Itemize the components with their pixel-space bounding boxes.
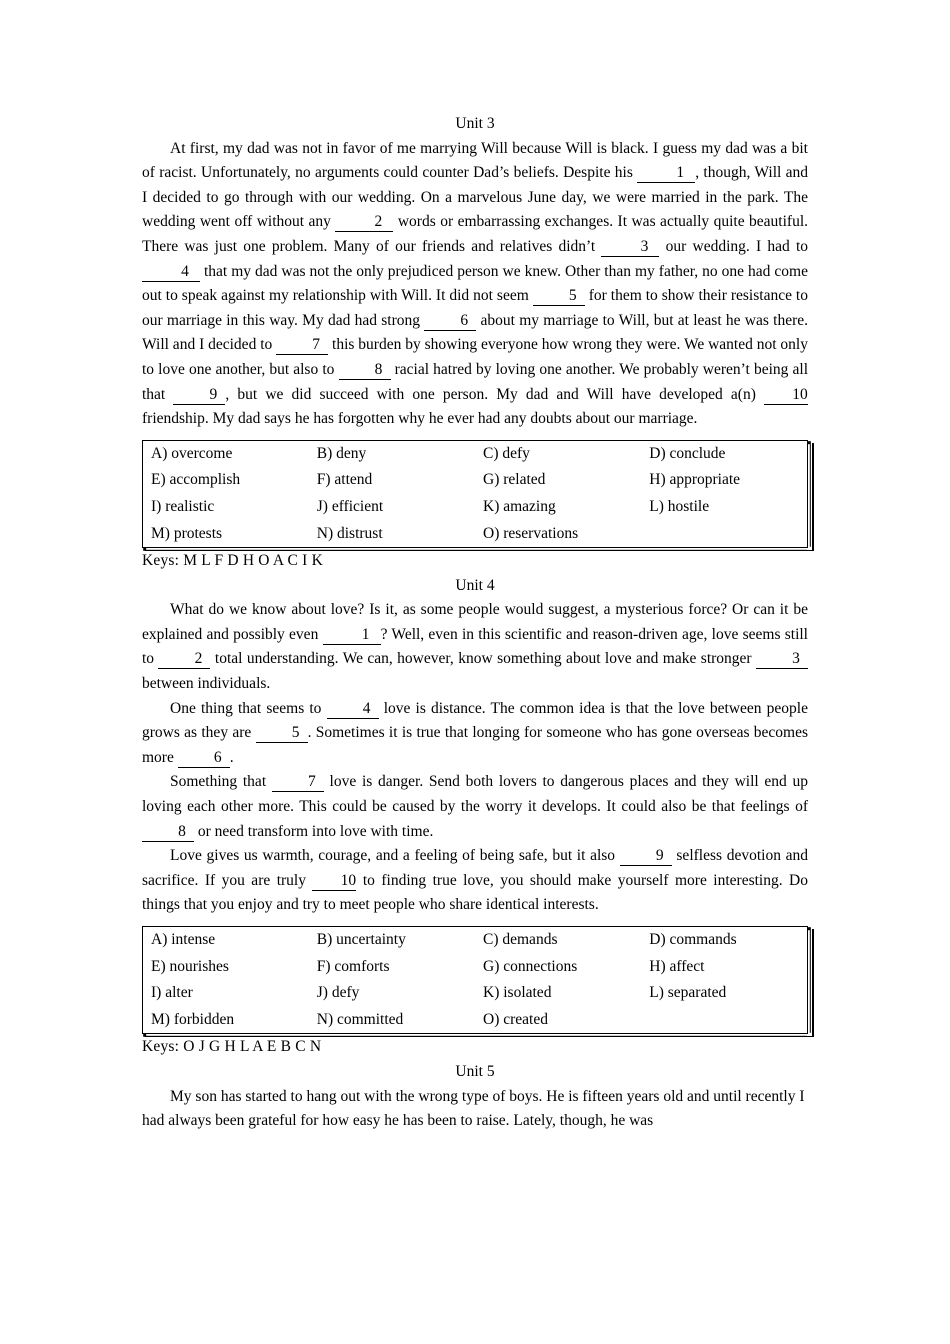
table-row <box>143 1007 808 1034</box>
word-bank-option[interactable]: J) efficient <box>316 497 384 515</box>
word-bank-option[interactable]: I) realistic <box>151 497 215 515</box>
answer-blank-7[interactable]: 7 <box>276 336 328 355</box>
passage-text: Something that <box>170 773 272 791</box>
passage-text: about my marriage to Will, but at least he was there. Will and I decided to <box>142 311 808 354</box>
answer-blank-9[interactable]: 9 <box>620 847 672 866</box>
unit-title: Unit 5 <box>455 1062 495 1080</box>
passage-text: At first, my dad was not in favor of me marrying Will because Will is black. I guess my dad was a bit of racist. Unfortunately, no arguments could counter Dad’s beliefs. Despite his <box>142 139 808 182</box>
answer-blank-2[interactable]: 2 <box>335 213 393 232</box>
table-row <box>143 927 808 954</box>
answer-blank-2[interactable]: 2 <box>158 650 210 669</box>
answer-blank-8[interactable]: 8 <box>142 823 194 842</box>
table-row <box>143 494 808 521</box>
word-bank-option[interactable]: G) related <box>483 471 546 489</box>
answer-blank-1[interactable]: 1 <box>323 626 381 645</box>
table-row <box>143 954 808 981</box>
passage-text: My son has started to hang out with the wrong type of boys. He is fifteen years old and until recently I had always been grateful for how easy he has been to raise. Lately, though, he was <box>142 1087 805 1130</box>
table-row <box>143 521 808 548</box>
word-bank-option[interactable]: M) forbidden <box>151 1010 235 1028</box>
word-bank-option[interactable]: O) created <box>483 1010 548 1028</box>
word-bank-option[interactable]: B) deny <box>316 444 367 462</box>
passage-paragraph <box>142 844 808 918</box>
answer-blank-7[interactable]: 7 <box>272 773 324 792</box>
word-bank-option[interactable]: A) intense <box>151 931 216 948</box>
table-row <box>143 440 808 467</box>
passage-text: this burden by showing everyone how wrong they were. We wanted not only to love one another, but also to <box>142 336 808 378</box>
word-bank-option[interactable]: J) defy <box>316 984 360 1002</box>
passage-text: What do we know about love? Is it, as some people would suggest, a mysterious force? Or can it be explained and possibly even <box>142 601 808 643</box>
answer-blank-10[interactable]: 10 <box>764 386 808 405</box>
word-bank-option[interactable]: H) affect <box>649 957 705 975</box>
word-bank-option[interactable]: O) reservations <box>483 524 579 542</box>
table-row <box>143 467 808 494</box>
word-bank-option[interactable]: B) uncertainty <box>316 931 406 948</box>
passage-paragraph <box>142 770 808 844</box>
passage-text: love is distance. The common idea is that the love between people grows as they are <box>142 699 808 742</box>
word-bank-option[interactable]: D) conclude <box>649 444 726 462</box>
word-bank-option[interactable]: L) hostile <box>649 497 710 515</box>
passage-text: , though, Will and I decided to go through with our wedding. On a marvelous June day, we were married in the park. The wedding went off without any <box>142 164 809 231</box>
answer-blank-9[interactable]: 9 <box>173 386 225 405</box>
word-bank-option[interactable]: A) overcome <box>151 444 233 462</box>
word-bank-table <box>142 440 808 548</box>
word-bank-option[interactable]: D) commands <box>649 931 737 948</box>
passage-text: selfless devotion and sacrifice. If you are truly <box>142 847 808 889</box>
table-row <box>143 980 808 1007</box>
answer-blank-5[interactable]: 5 <box>533 287 585 306</box>
answer-blank-8[interactable]: 8 <box>339 361 391 380</box>
word-bank-option[interactable]: E) accomplish <box>151 471 241 489</box>
passage-text: love is danger. Send both lovers to dangerous places and they will end up loving each other more. This could be caused by the worry it develops. It could also be that feelings of <box>142 773 808 816</box>
word-bank-table <box>142 926 808 1034</box>
passage-text: ? Well, even in this scientific and reason-driven age, love seems still to <box>142 625 808 668</box>
word-bank-option[interactable]: H) appropriate <box>649 471 741 489</box>
passage-paragraph <box>142 697 808 771</box>
word-bank-option[interactable] <box>641 1007 807 1034</box>
answer-blank-3[interactable]: 3 <box>756 650 808 669</box>
word-bank-option[interactable]: E) nourishes <box>151 957 229 975</box>
passage-text: between individuals. <box>142 675 271 693</box>
passage-text: . <box>229 748 234 766</box>
answer-blank-6[interactable]: 6 <box>178 749 230 768</box>
passage-paragraph <box>142 1085 808 1134</box>
unit-title: Unit 4 <box>455 576 495 594</box>
answer-keys: Keys: O J G H L A E B C N <box>142 1038 322 1056</box>
unit-title: Unit 3 <box>455 115 495 132</box>
word-bank-wrapper <box>142 926 812 1034</box>
answer-blank-6[interactable]: 6 <box>424 312 476 331</box>
word-bank-option[interactable]: G) connections <box>483 957 578 975</box>
answer-blank-4[interactable]: 4 <box>327 700 379 719</box>
passage-paragraph <box>142 598 808 696</box>
word-bank-option[interactable]: F) comforts <box>316 957 390 975</box>
passage-text: total understanding. We can, however, know something about love and make stronger <box>210 650 756 668</box>
word-bank-option[interactable]: C) demands <box>483 931 558 948</box>
word-bank-option[interactable]: K) isolated <box>483 984 552 1002</box>
answer-keys: Keys: M L F D H O A C I K <box>142 552 323 570</box>
word-bank-option[interactable] <box>641 521 807 548</box>
word-bank-option[interactable]: N) distrust <box>316 524 383 542</box>
word-bank-option[interactable]: K) amazing <box>483 497 556 515</box>
answer-blank-5[interactable]: 5 <box>256 724 308 743</box>
passage-text: for them to show their resistance to our marriage in this way. My dad had strong <box>142 287 808 329</box>
word-bank-wrapper <box>142 440 812 548</box>
passage-paragraph <box>142 137 808 432</box>
word-bank-option[interactable]: I) alter <box>151 984 193 1002</box>
passage-text: friendship. My dad says he has forgotten why he ever had any doubts about our marriage. <box>142 410 698 428</box>
document-content <box>142 112 808 1134</box>
passage-text: Love gives us warmth, courage, and a feeling of being safe, but it also <box>170 847 620 865</box>
passage-text: racial hatred by loving one another. We probably weren’t being all that <box>142 360 809 403</box>
answer-blank-3[interactable]: 3 <box>601 238 659 257</box>
answer-blank-1[interactable]: 1 <box>637 164 695 183</box>
passage-text: , but we did succeed with one person. My dad and Will have developed a(n) <box>225 385 765 403</box>
word-bank-option[interactable]: N) committed <box>316 1010 404 1028</box>
passage-text: to finding true love, you should make yourself more interesting. Do things that you enjoy and try to meet people who share identical interests. <box>142 871 808 914</box>
word-bank-option[interactable]: M) protests <box>151 524 223 542</box>
passage-text: . Sometimes it is true that longing for someone who has gone overseas becomes more <box>142 724 809 766</box>
word-bank-option[interactable]: C) defy <box>483 444 530 462</box>
passage-text: that my dad was not the only prejudiced person we knew. Other than my father, no one had come out to speak against my relationship with Will. It did not seem <box>142 262 808 305</box>
passage-text: our wedding. I had to <box>659 237 809 255</box>
answer-blank-4[interactable]: 4 <box>142 263 200 282</box>
passage-text: One thing that seems to <box>170 699 327 717</box>
passage-text: or need transform into love with time. <box>194 822 434 840</box>
word-bank-option[interactable]: F) attend <box>316 471 373 489</box>
answer-blank-10[interactable]: 10 <box>312 872 356 891</box>
word-bank-option[interactable]: L) separated <box>649 984 727 1002</box>
passage-text: words or embarrassing exchanges. It was actually quite beautiful. There was just one problem. Many of our friends and relatives didn’t <box>142 213 809 255</box>
